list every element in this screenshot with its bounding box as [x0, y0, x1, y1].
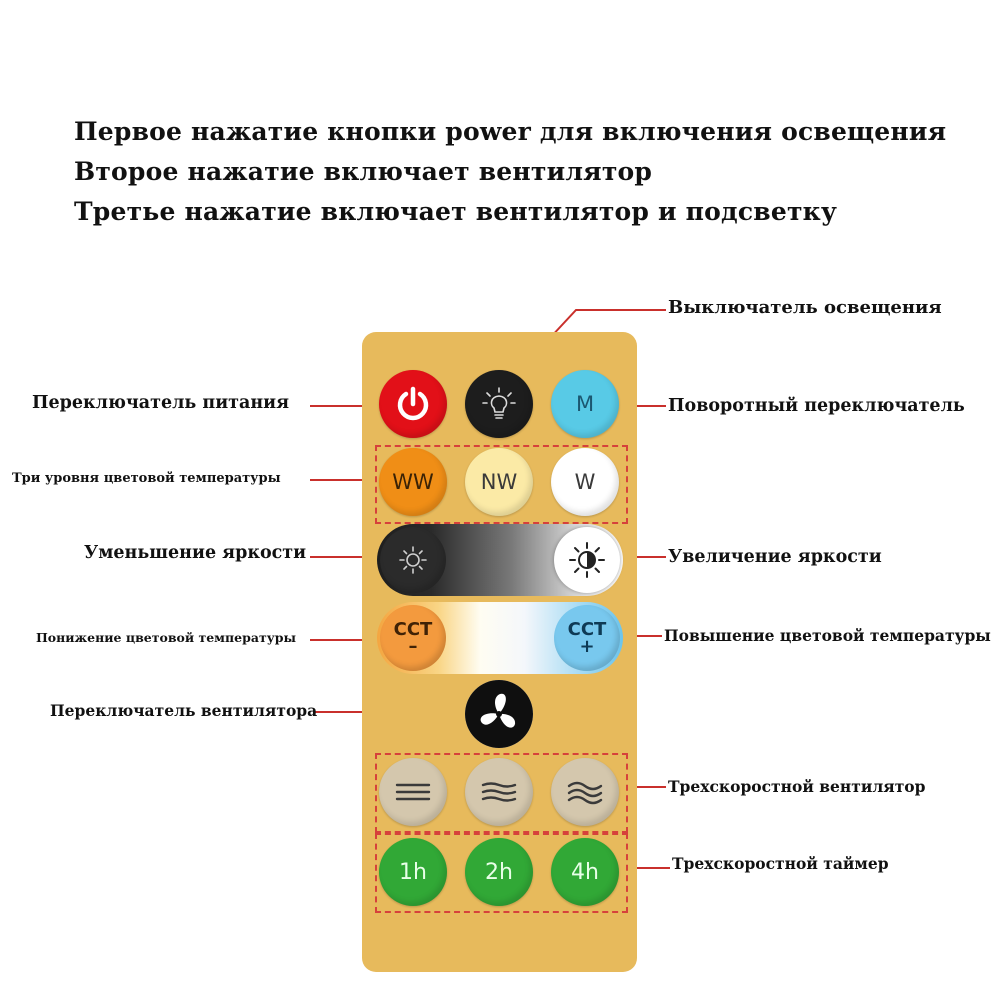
cct-up-button[interactable] — [554, 605, 620, 671]
label-light-switch: Выключатель освещения — [668, 297, 942, 318]
label-brightness-down: Уменьшение яркости — [84, 543, 307, 563]
warm-white-button[interactable] — [379, 448, 447, 516]
cct-down-button[interactable] — [380, 605, 446, 671]
label-timer: Трехскоростной таймер — [672, 854, 889, 873]
timer-2h-button[interactable] — [465, 838, 533, 906]
timer-1h-button[interactable] — [379, 838, 447, 906]
wave-lines-icon — [479, 777, 519, 807]
label-three-temps: Три уровня цветовой температуры — [12, 471, 281, 486]
cct-minus-sign: – — [408, 636, 418, 657]
label-cct-up: Повышение цветовой температуры — [664, 626, 991, 645]
brightness-up-button[interactable] — [554, 527, 620, 593]
sun-dim-icon — [396, 543, 430, 577]
timer-1h-label: 1h — [399, 859, 427, 885]
label-brightness-up: Увеличение яркости — [668, 547, 882, 567]
sun-bright-icon — [567, 540, 607, 580]
cct-down-label: CCT — [393, 619, 433, 640]
label-fan-switch: Переключатель вентилятора — [50, 701, 318, 720]
brightness-down-button[interactable] — [380, 527, 446, 593]
intro-line-1: Первое нажатие кнопки power для включения освещения — [74, 117, 947, 146]
fan-speed-medium-button[interactable] — [465, 758, 533, 826]
light-button[interactable] — [465, 370, 533, 438]
fan-speed-high-button[interactable] — [551, 758, 619, 826]
neutral-white-button[interactable] — [465, 448, 533, 516]
neutral-white-label: NW — [480, 470, 518, 494]
power-button[interactable] — [379, 370, 447, 438]
mode-label: M — [575, 392, 595, 416]
mode-button[interactable] — [551, 370, 619, 438]
wave-lines-icon — [565, 777, 605, 807]
intro-line-2: Второе нажатие включает вентилятор — [74, 157, 653, 186]
timer-2h-label: 2h — [485, 859, 513, 885]
intro-line-3: Третье нажатие включает вентилятор и подсветку — [74, 197, 838, 226]
white-button[interactable] — [551, 448, 619, 516]
label-rotary-switch: Поворотный переключатель — [668, 396, 965, 416]
cct-plus-sign: + — [579, 636, 595, 657]
warm-white-label: WW — [392, 470, 434, 494]
fan-button[interactable] — [465, 680, 533, 748]
lightbulb-icon — [479, 384, 519, 424]
label-fan-speeds: Трехскоростной вентилятор — [668, 777, 926, 796]
timer-4h-button[interactable] — [551, 838, 619, 906]
wave-lines-icon — [393, 777, 433, 807]
fan-icon — [465, 680, 533, 748]
label-power-switch: Переключатель питания — [32, 393, 290, 413]
timer-4h-label: 4h — [571, 859, 599, 885]
fan-speed-low-button[interactable] — [379, 758, 447, 826]
cct-up-label: CCT — [567, 619, 607, 640]
power-icon — [393, 384, 433, 424]
white-label: W — [574, 470, 596, 494]
label-cct-down: Понижение цветовой температуры — [36, 630, 296, 645]
